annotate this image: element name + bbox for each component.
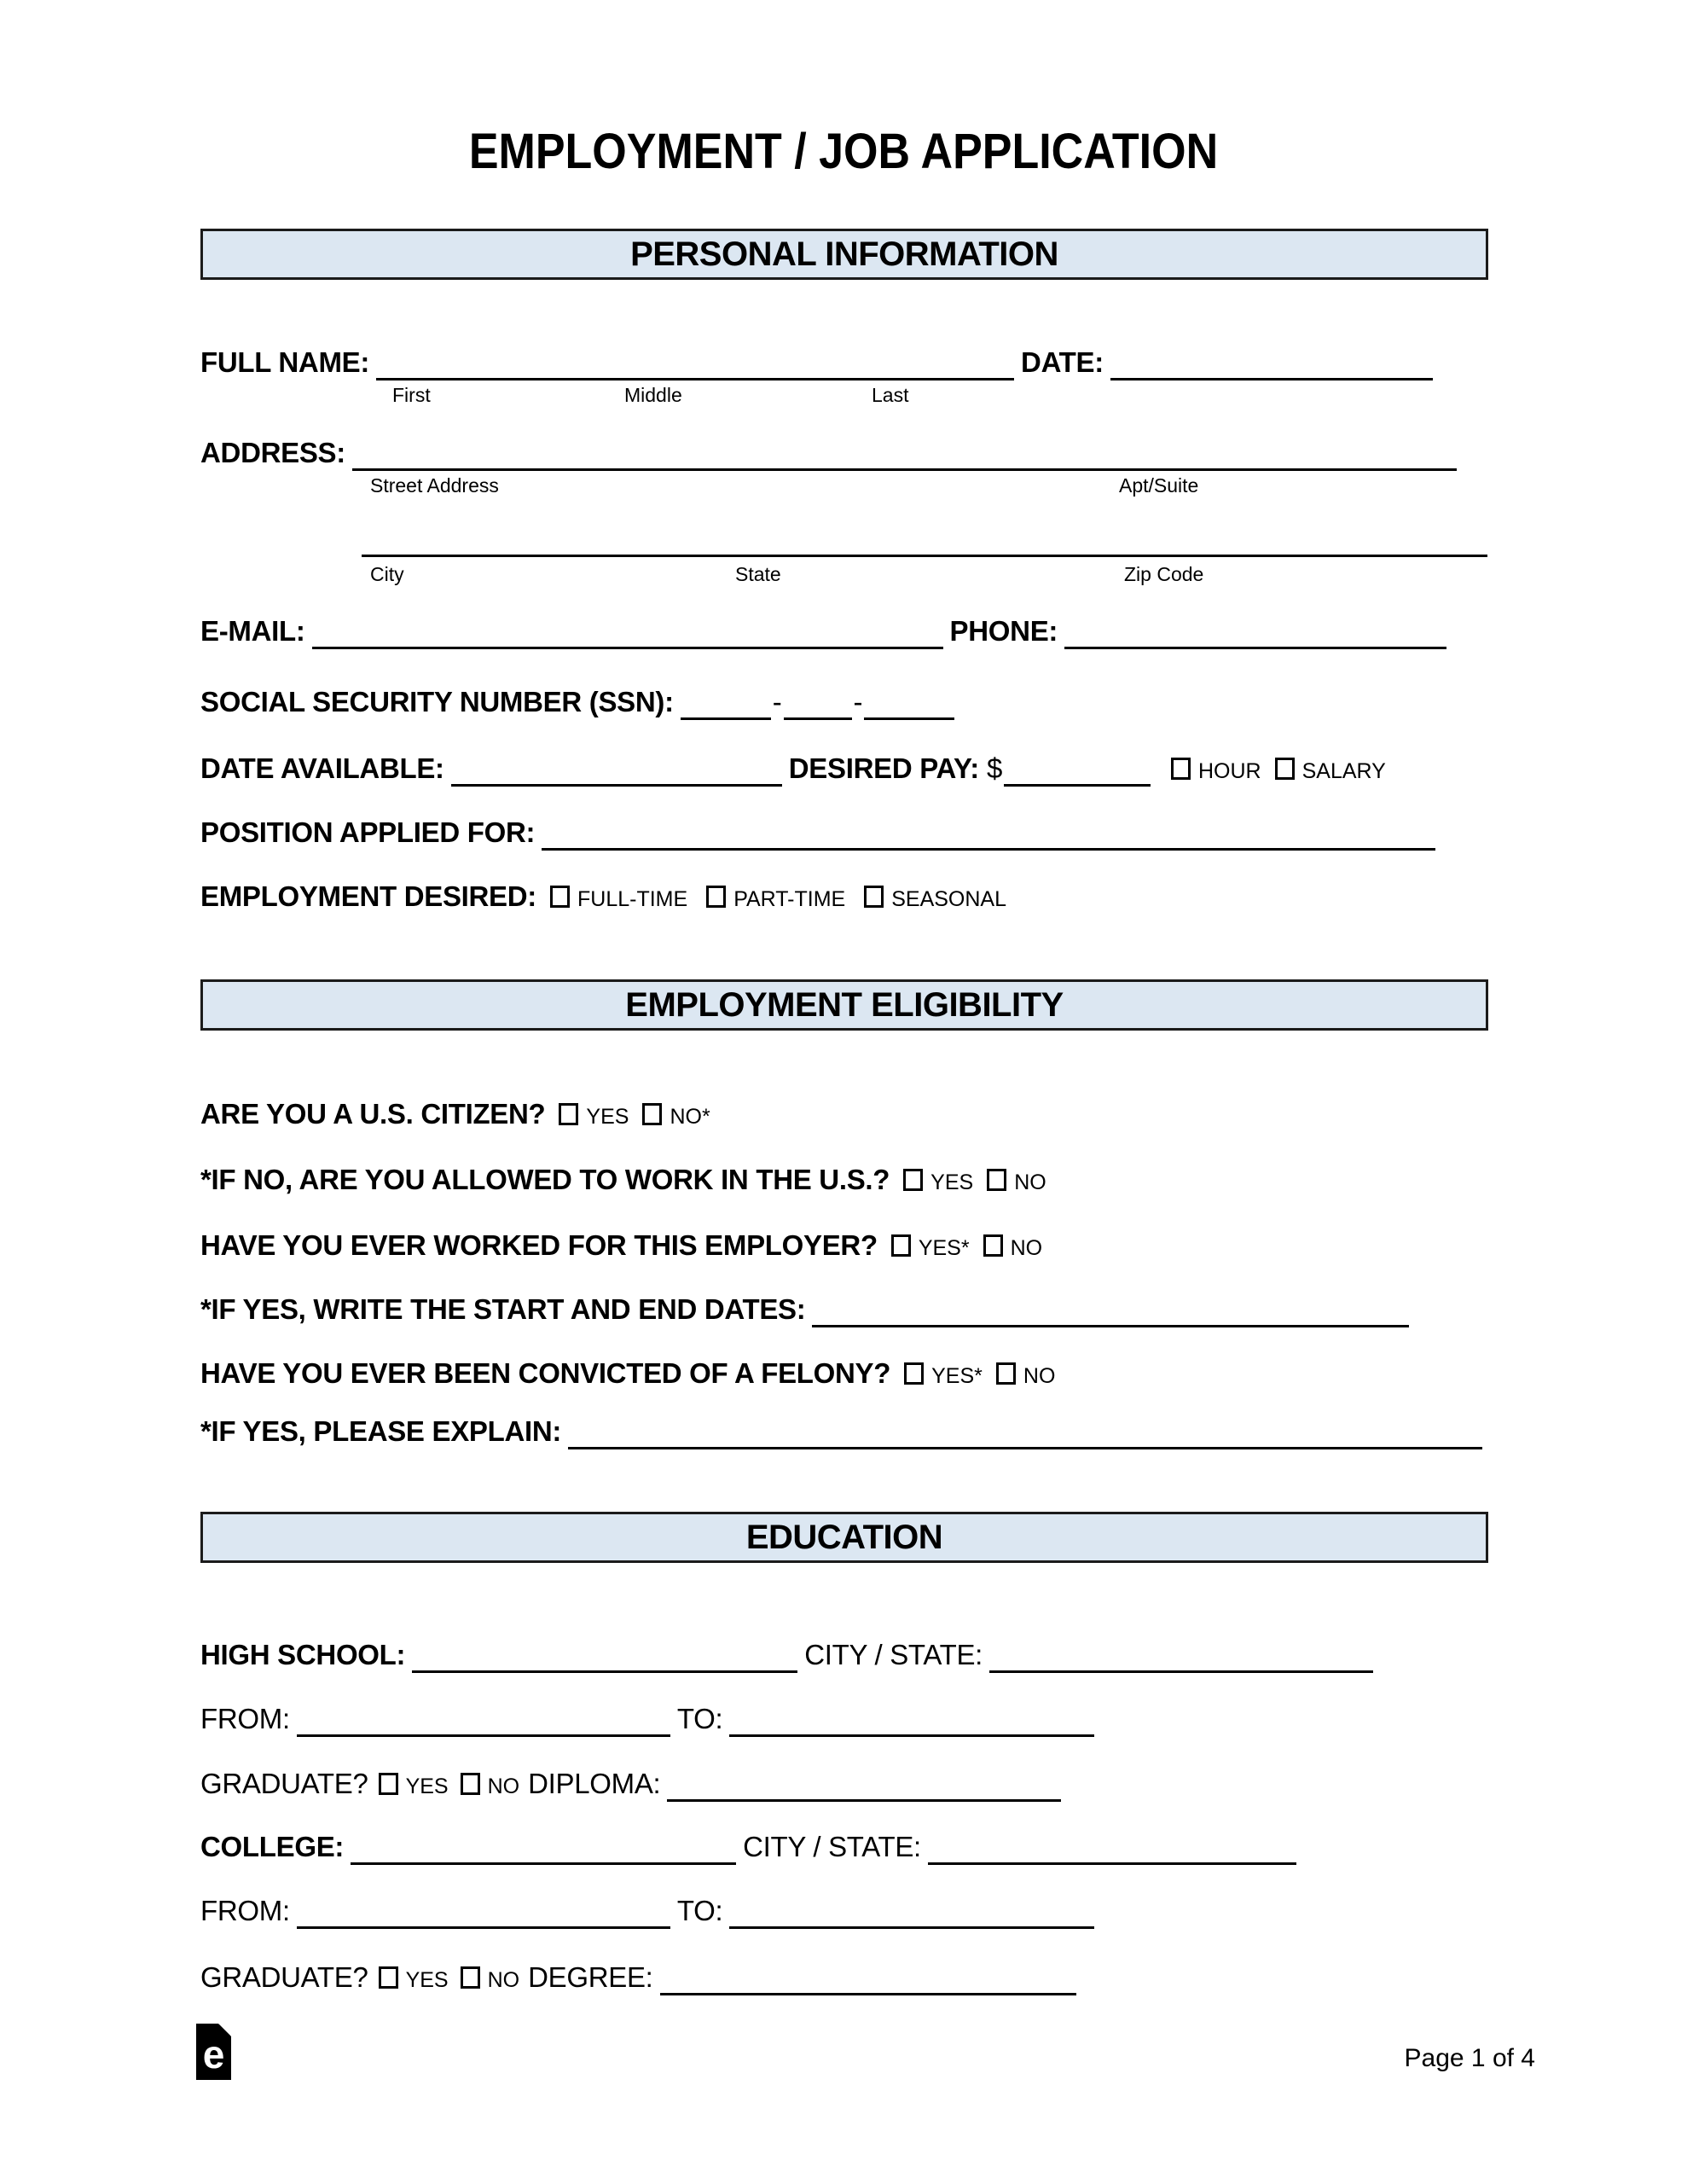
ssn-part1-input-line[interactable] — [681, 714, 771, 720]
felony-yes-checkbox[interactable] — [904, 1362, 924, 1385]
email-phone-row — [200, 615, 1453, 653]
college-graduate-yes-label: YES — [405, 1968, 449, 1992]
citizen-no-checkbox[interactable] — [642, 1103, 662, 1125]
high-school-label: HIGH SCHOOL: — [200, 1639, 406, 1670]
allowed-yes-checkbox[interactable] — [903, 1169, 923, 1191]
start-end-dates-row — [200, 1293, 1416, 1331]
ssn-row — [200, 686, 961, 723]
citizen-yes-checkbox[interactable] — [559, 1103, 578, 1125]
employment-desired-label: EMPLOYMENT DESIRED: — [200, 880, 536, 912]
page-number: Page 1 of 4 — [1404, 2044, 1535, 2072]
position-input-line[interactable] — [542, 845, 1435, 851]
worked-before-row — [200, 1229, 1042, 1267]
felony-explain-row — [200, 1415, 1489, 1453]
worked-yes-checkbox[interactable] — [891, 1234, 911, 1257]
worked-no-checkbox[interactable] — [983, 1234, 1003, 1257]
college-graduate-row — [200, 1961, 1083, 1999]
hs-from-input-line[interactable] — [297, 1731, 670, 1737]
phone-label: PHONE: — [949, 615, 1058, 647]
allowed-to-work-label: *IF NO, ARE YOU ALLOWED TO WORK IN THE U.S.? — [200, 1164, 890, 1195]
degree-label: DEGREE: — [528, 1961, 653, 1993]
desired-pay-input-line[interactable] — [1004, 781, 1151, 787]
hour-checkbox[interactable] — [1171, 758, 1191, 780]
felony-question-label: HAVE YOU EVER BEEN CONVICTED OF A FELONY? — [200, 1357, 891, 1389]
hs-graduate-row — [200, 1768, 1068, 1805]
city-state-zip-input-line[interactable] — [362, 522, 1487, 557]
state-sublabel: State — [735, 563, 781, 585]
street-address-input-line[interactable] — [352, 465, 1457, 471]
phone-input-line[interactable] — [1064, 643, 1446, 649]
hs-graduate-yes-checkbox[interactable] — [379, 1773, 398, 1795]
position-applied-for-label: POSITION APPLIED FOR: — [200, 816, 536, 848]
section-header-personal-information: PERSONAL INFORMATION — [200, 229, 1488, 280]
college-from-input-line[interactable] — [297, 1923, 670, 1929]
felony-yes-label: YES* — [931, 1364, 983, 1388]
full-name-row — [200, 346, 1440, 384]
worked-before-label: HAVE YOU EVER WORKED FOR THIS EMPLOYER? — [200, 1229, 878, 1261]
hour-label: HOUR — [1198, 759, 1261, 783]
date-available-pay-row — [200, 752, 1386, 790]
felony-question-row — [200, 1357, 1055, 1395]
college-city-state-label: CITY / STATE: — [743, 1831, 921, 1862]
allowed-no-checkbox[interactable] — [987, 1169, 1006, 1191]
employment-desired-row — [200, 880, 1006, 918]
ssn-dash-1: - — [772, 686, 782, 717]
high-school-row — [200, 1639, 1380, 1676]
position-row — [200, 816, 1442, 854]
degree-input-line[interactable] — [660, 1989, 1076, 1995]
ssn-part2-input-line[interactable] — [784, 714, 852, 720]
page-title: EMPLOYMENT / JOB APPLICATION — [468, 124, 1219, 180]
address-label: ADDRESS: — [200, 437, 345, 468]
salary-label: SALARY — [1301, 759, 1386, 783]
date-label: DATE: — [1021, 346, 1104, 378]
high-school-input-line[interactable] — [412, 1667, 797, 1673]
college-graduate-no-checkbox[interactable] — [461, 1966, 480, 1989]
last-sublabel: Last — [872, 384, 909, 406]
seasonal-label: SEASONAL — [891, 887, 1006, 911]
hs-city-state-label: CITY / STATE: — [804, 1639, 983, 1670]
felony-explain-input-line[interactable] — [568, 1443, 1482, 1449]
part-time-checkbox[interactable] — [706, 886, 726, 908]
ssn-dash-2: - — [853, 686, 863, 717]
hs-to-label: TO: — [676, 1703, 723, 1734]
hs-graduate-yes-label: YES — [405, 1774, 449, 1798]
email-label: E-MAIL: — [200, 615, 305, 647]
worked-yes-label: YES* — [918, 1236, 970, 1260]
desired-pay-label: DESIRED PAY: — [788, 752, 979, 784]
address-row — [200, 437, 1464, 474]
college-from-to-row — [200, 1895, 1101, 1932]
allowed-yes-label: YES — [930, 1170, 974, 1194]
hs-graduate-no-label: NO — [487, 1774, 520, 1798]
full-time-checkbox[interactable] — [550, 886, 570, 908]
citizen-question-label: ARE YOU A U.S. CITIZEN? — [200, 1098, 546, 1130]
city-sublabel: City — [370, 563, 404, 585]
hs-to-input-line[interactable] — [729, 1731, 1094, 1737]
college-to-input-line[interactable] — [729, 1923, 1094, 1929]
full-name-input-line[interactable] — [376, 375, 1014, 380]
college-graduate-label: GRADUATE? — [200, 1961, 368, 1993]
middle-sublabel: Middle — [624, 384, 682, 406]
felony-no-label: NO — [1023, 1364, 1056, 1388]
college-label: COLLEGE: — [200, 1831, 345, 1862]
section-header-employment-eligibility: EMPLOYMENT ELIGIBILITY — [200, 979, 1488, 1031]
allowed-no-label: NO — [1014, 1170, 1046, 1194]
diploma-input-line[interactable] — [667, 1796, 1061, 1802]
ssn-label: SOCIAL SECURITY NUMBER (SSN): — [200, 686, 674, 717]
eforms-logo-letter: e — [202, 2032, 225, 2077]
hs-from-to-row — [200, 1703, 1101, 1740]
college-from-label: FROM: — [200, 1895, 290, 1926]
allowed-to-work-row — [200, 1164, 1046, 1201]
college-graduate-yes-checkbox[interactable] — [379, 1966, 398, 1989]
hs-from-label: FROM: — [200, 1703, 290, 1734]
zip-code-sublabel: Zip Code — [1124, 563, 1204, 585]
worked-no-label: NO — [1010, 1236, 1043, 1260]
college-to-label: TO: — [676, 1895, 723, 1926]
eforms-logo-icon — [196, 2024, 231, 2080]
email-input-line[interactable] — [312, 643, 943, 649]
hs-city-state-input-line[interactable] — [989, 1667, 1373, 1673]
citizen-no-label: NO* — [670, 1105, 710, 1129]
college-input-line[interactable] — [351, 1859, 736, 1865]
college-row — [200, 1831, 1303, 1868]
ssn-part3-input-line[interactable] — [864, 714, 954, 720]
start-end-dates-input-line[interactable] — [812, 1321, 1409, 1327]
salary-checkbox[interactable] — [1275, 758, 1295, 780]
felony-explain-label: *IF YES, PLEASE EXPLAIN: — [200, 1415, 562, 1447]
street-address-sublabel: Street Address — [370, 474, 499, 497]
full-time-label: FULL-TIME — [577, 887, 688, 911]
part-time-label: PART-TIME — [733, 887, 846, 911]
hs-graduate-no-checkbox[interactable] — [461, 1773, 480, 1795]
section-header-education: EDUCATION — [200, 1512, 1488, 1563]
apt-suite-sublabel: Apt/Suite — [1119, 474, 1199, 497]
felony-no-checkbox[interactable] — [996, 1362, 1016, 1385]
college-city-state-input-line[interactable] — [928, 1859, 1296, 1865]
dollar-sign: $ — [986, 752, 1002, 784]
diploma-label: DIPLOMA: — [528, 1768, 661, 1799]
start-end-dates-label: *IF YES, WRITE THE START AND END DATES: — [200, 1293, 806, 1325]
hs-graduate-label: GRADUATE? — [200, 1768, 368, 1799]
date-input-line[interactable] — [1110, 375, 1433, 380]
citizen-question-row — [200, 1098, 710, 1136]
date-available-label: DATE AVAILABLE: — [200, 752, 444, 784]
date-available-input-line[interactable] — [451, 781, 782, 787]
seasonal-checkbox[interactable] — [864, 886, 884, 908]
first-sublabel: First — [392, 384, 431, 406]
college-graduate-no-label: NO — [487, 1968, 520, 1992]
full-name-label: FULL NAME: — [200, 346, 370, 378]
citizen-yes-label: YES — [586, 1105, 629, 1129]
